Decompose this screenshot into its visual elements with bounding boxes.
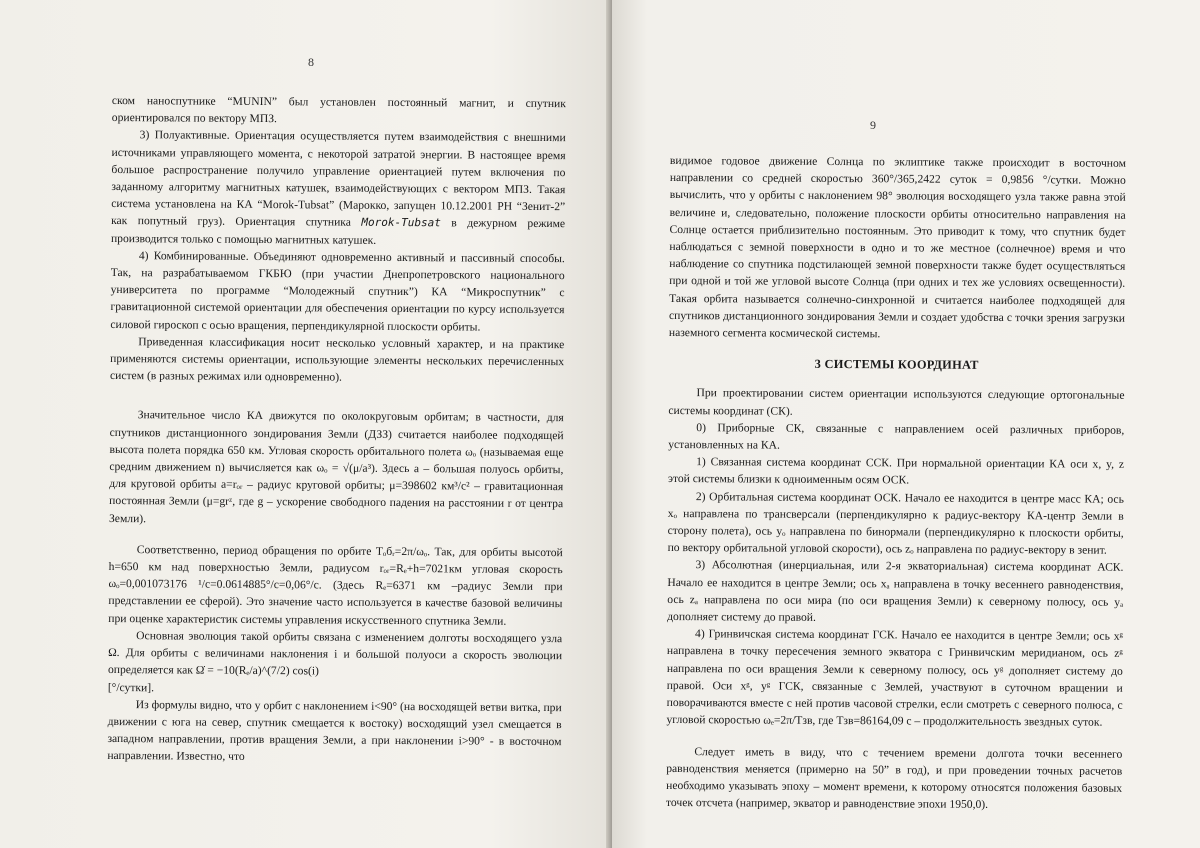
paragraph: 0) Приборные СК, связанные с направлением осей различных приборов, установленных на КА. xyxy=(668,421,1125,452)
paragraph: Соответственно, период обращения по орбите Tₒбᵣ=2π/ωₒ. Так, для орбиты высотой h=650 км над поверхностью Земли, радиусом rₒᵣ=Rₑ+h=7021км угловая скорость ωₒ=0,001073176 ¹/с=0.0614885°/с=0,06°/с. (Здесь Rₑ=6371 км –радиус Земли при представлении ее сферой). Это значение часто используется в качестве базовой величины при оценке характеристик системы управления искусственного спутника Земли. xyxy=(108,543,563,628)
paragraph: видимое годовое движение Солнца по эклиптике также происходит в восточном направлении со средней скоростью 360°/365,2422 суток = 0,9856 °/сутки. Можно вычислить, что у орбиты с наклонением 98° эволюция восходящего узла также равна этой величине и, следовательно, положение плоскости орбиты относительно направления на Солнце остается приблизительно постоянным. Это приводит к тому, что спутник будет наблюдаться с земной поверхности в одно и то же местное (солнечное) время и что наблюдение со спутника подстилающей земной поверхности также будет осуществляться при одной и той же угловой высоте Солнца (при одних и тех же условиях освещенности). Такая орбита называется солнечно-синхронной и считается наиболее подходящей для спутников дистанционного зондирования Земли и создает удобства с точки зрения загрузки наземного сегмента космической системы. xyxy=(668,153,1126,341)
paragraph: 4) Гринвичская система координат ГСК. Начало ее находится в центре Земли; ось xᵍ направлена в точку пересечения земного экватора с Гринвичским меридианом, ось zᵍ направлена по оси вращения Земли к северному полюсу, ось yᵍ дополняет систему до правой. Оси xᵍ, yᵍ ГСК, связанные с Землей, участвуют в суточном вращении и поворачиваются вместе с ней против часовой стрелки, если смотреть с северного полюса, с угловой скоростью ωₑ=2π/Tзв, где Tзв=86164,09 с – продолжительность звездных суток. xyxy=(666,627,1124,729)
paragraph: Основная эволюция такой орбиты связана с изменением долготы восходящего узла Ω. Для орбиты с величинами наклонения i и большой полуоси a скорость эволюции определяется как Ω̇ = −10(Rₑ/a)^(7/2) cos(i) xyxy=(107,629,563,678)
right-page xyxy=(612,0,1200,848)
paragraph: Из формулы видно, что у орбит с наклонением i<90° (на восходящей ветви витка, при движении с юга на север, спутник смещается к востоку) восходящий узел смещается в западном направлении, против вращения Земли, а при наклонении i>90° - в восточном направлении. Известно, что xyxy=(107,697,562,764)
right-page-body xyxy=(666,152,1126,814)
paragraph-text: 3) Полуактивные. Ориентация осуществляется путем взаимодействия с внешними источниками управляющего момента, с некоторой затратой энергии. В настоящее время большое распространение получило управление ориентацией путем включения по заданному алгоритму магнитных катушек, взаимодействующих с вектором МПЗ. Такая система установлена на КА “Morok-Tubsat” (Марокко, запущен 10.12.2001 РН “Зенит-2” как попутный груз). Ориентация спутника xyxy=(111,128,566,230)
paragraph: ском наноспутнике “MUNIN” был установлен постоянный магнит, и спутник ориентировался по вектору МПЗ. xyxy=(111,93,566,126)
page-number-left: 8 xyxy=(308,55,314,69)
handwritten-name: Morok-Tubsat xyxy=(361,216,441,230)
paragraph: 2) Орбитальная система координат ОСК. Начало ее находится в центре масс КА; ось xₒ направлена по трансверсали (перпендикулярно к радиус-вектору КА-центр Земли в сторону полета), ось yₒ направлена по бинормали (перпендикулярно к плоскости орбиты, по вектору орбитальной угловой скорости), ось zₒ направлена по радиус-вектору в зенит. xyxy=(667,489,1124,557)
page-number-right: 9 xyxy=(870,118,876,132)
section-heading: 3 СИСТЕМЫ КООРДИНАТ xyxy=(814,357,979,373)
paragraph: При проектировании систем ориентации используются следующие ортогональные системы координат (СК). xyxy=(668,386,1125,418)
paragraph-text: в дежурном режиме производится только с помощью магнитных катушек. xyxy=(110,216,566,247)
paragraph xyxy=(111,126,566,250)
paragraph: 4) Комбинированные. Объединяют одновременно активный и пассивный способы. Так, на разрабатываемом ГКБЮ (при участии Днепропетровского национального университета по программе “Молодежный спутник”) КА “Микроспутник” с гравитационной системой ориентации для обеспечения ориентации по курсу используется силовой гироскоп с осью вращения, перпендикулярной плоскости орбиты. xyxy=(110,249,565,334)
paragraph: Значительное число КА движутся по околокруговым орбитам; в частности, для спутников дистанционного зондирования Земли (ДЗЗ) считается наиболее подходящей высота полета порядка 650 км. Угловая скорость орбитального полета ωₒ (называемая еще средним движением n) вычисляется как ωₒ = √(μ/a³). Здесь a – большая полуось орбиты, для круговой орбиты a=rₒᵣ – радиус круговой орбиты; μ=398602 км³/с² – гравитационная постоянная Земли (μ=grᶻ, где g – ускорение свободного падения на расстоянии r от центра Земли). xyxy=(108,408,564,525)
paragraph: 3) Абсолютная (инерциальная, или 2-я экваториальная) система координат АСК. Начало ее находится в центре Земли; ось xₐ направлена в точку весеннего равноденствия, ось zₐ направлена по оси мира (по оси вращения Земли) к северному полюсу, ось yₐ дополняет систему до правой. xyxy=(667,558,1124,624)
paragraph: Приведенная классификация носит несколько условный характер, и на практике применяются системы ориентации, использующие элементы нескольких перечисленных систем (в разных режимах или одновременно). xyxy=(109,335,565,384)
left-page-body xyxy=(107,92,566,768)
paragraph: [°/сутки]. xyxy=(107,680,155,694)
spacer xyxy=(110,384,564,409)
paragraph: 1) Связанная система координат ССК. При нормальной ориентации КА оси x, y, z этой системы близки к одноименным осям ОСК. xyxy=(667,455,1125,487)
paragraph: Следует иметь в виду, что с течением времени долгота точки весеннего равноденствия меняется (примерно на 50” в год), и при проведении точных расчетов необходимо указывать эпоху – момент времени, к которому относятся положения базовых точек отсчета (например, экватор и равноденствие эпохи 1950,0). xyxy=(665,744,1123,812)
